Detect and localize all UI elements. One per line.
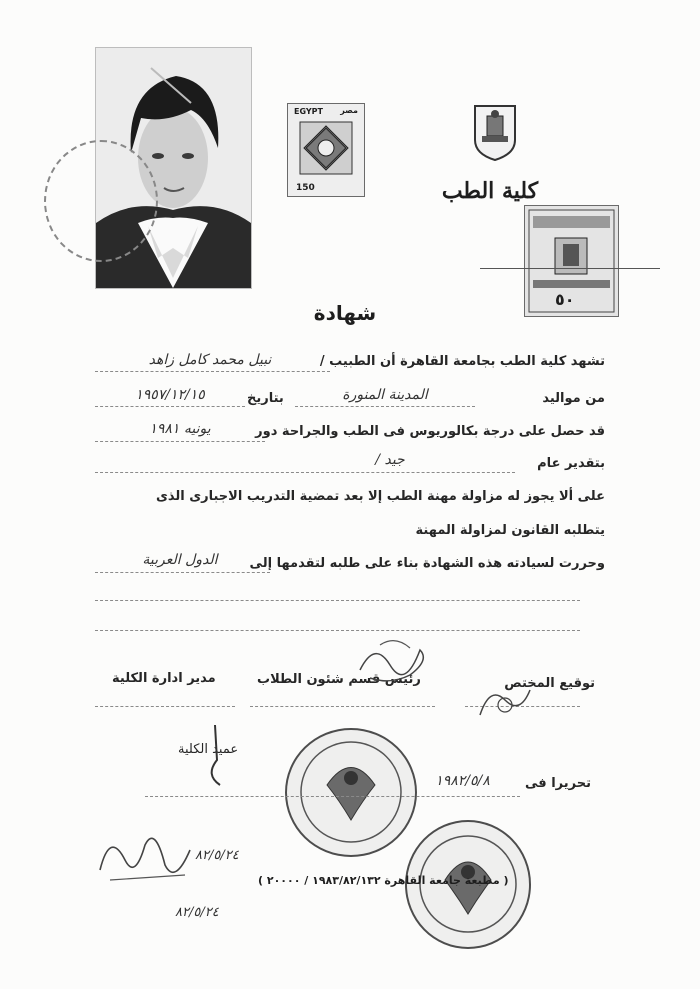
handwritten-signature-bottom-left: [90, 820, 200, 895]
line4-value: جيد /: [375, 452, 405, 468]
handwritten-signature-dean: [195, 720, 235, 790]
line7-rule: [95, 572, 270, 573]
line3-value: يونيه ١٩٨١: [149, 421, 211, 437]
line1-rule: [95, 371, 330, 372]
date-rule: [145, 796, 520, 797]
line4-label: بتقدير عام: [537, 456, 605, 471]
seal-partial-left: [44, 140, 158, 262]
line5-text: على ألا يجوز له مزاولة مهنة الطب إلا بعد تمضية التدريب الاجبارى الذى: [155, 489, 605, 504]
line7-label: وحررت لسيادته هذه الشهادة بناء على طلبه لتقدمها إلى: [249, 556, 605, 571]
printer-footer: ( مطبعة جامعة القاهرة ١٩٨٣/٨٢/١٣٢ / ٢٠٠٠٠ ): [258, 874, 509, 887]
handwritten-signature-right: [470, 680, 540, 725]
line2-rule-b: [95, 406, 245, 407]
official-seal-center: [285, 728, 417, 857]
signature-rule-middle: [250, 706, 435, 707]
handwritten-signature-middle: [350, 630, 440, 690]
signature-label-middle: رئيس قسم شئون الطلاب: [257, 672, 421, 687]
handwritten-date-note-2: ٨٢/٥/٢٤: [175, 905, 219, 920]
stamp-side-value: ٥٠: [555, 290, 575, 309]
line2-value-b: ١٩٥٧/١٢/١٥: [135, 387, 205, 403]
signature-label-right: توقيع المختص: [504, 676, 595, 691]
blank-rule-2: [95, 630, 580, 631]
date-value: ١٩٨٢/٥/٨: [435, 773, 490, 789]
stamp-ornament-icon: [298, 120, 354, 176]
line2-label-b: بتاريخ: [247, 391, 284, 406]
line6-text: يتطلبه القانون لمزاولة المهنة: [415, 523, 605, 538]
line7-value: الدول العربية: [142, 552, 218, 568]
stamp-country-label-ar: مصر: [340, 106, 358, 115]
signature-rule-left: [95, 706, 235, 707]
stamp-cancel-line: [480, 268, 660, 269]
line1-label: تشهد كلية الطب بجامعة القاهرة أن الطبيب /: [319, 354, 605, 369]
line2-rule-a: [295, 406, 475, 407]
dean-label: عميد الكلية: [178, 742, 239, 757]
faculty-name: كلية الطب: [441, 178, 539, 204]
revenue-stamp-side: [524, 205, 619, 317]
line3-rule: [95, 441, 265, 442]
university-emblem-icon: [470, 102, 520, 164]
stamp-country-label: EGYPT: [294, 107, 323, 116]
stamp-value: 150: [296, 183, 315, 193]
line3-label: قد حصل على درجة بكالوريوس فى الطب والجراحة دور: [255, 424, 605, 439]
line1-value: نبيل محمد كامل زاهد: [148, 352, 272, 368]
revenue-stamp-top: [287, 103, 365, 197]
blank-rule-1: [95, 600, 580, 601]
eagle-emblem-icon: [287, 730, 415, 855]
signature-label-left: مدير ادارة الكلية: [112, 671, 216, 686]
line2-value-a: المدينة المنورة: [342, 387, 428, 403]
line2-label-a: من مواليد: [542, 391, 605, 406]
certificate-title: شهادة: [313, 301, 377, 325]
date-label: تحريرا فى: [525, 776, 591, 791]
handwritten-date-note: ٨٢/٥/٢٤: [195, 848, 239, 863]
line4-rule: [95, 472, 515, 473]
